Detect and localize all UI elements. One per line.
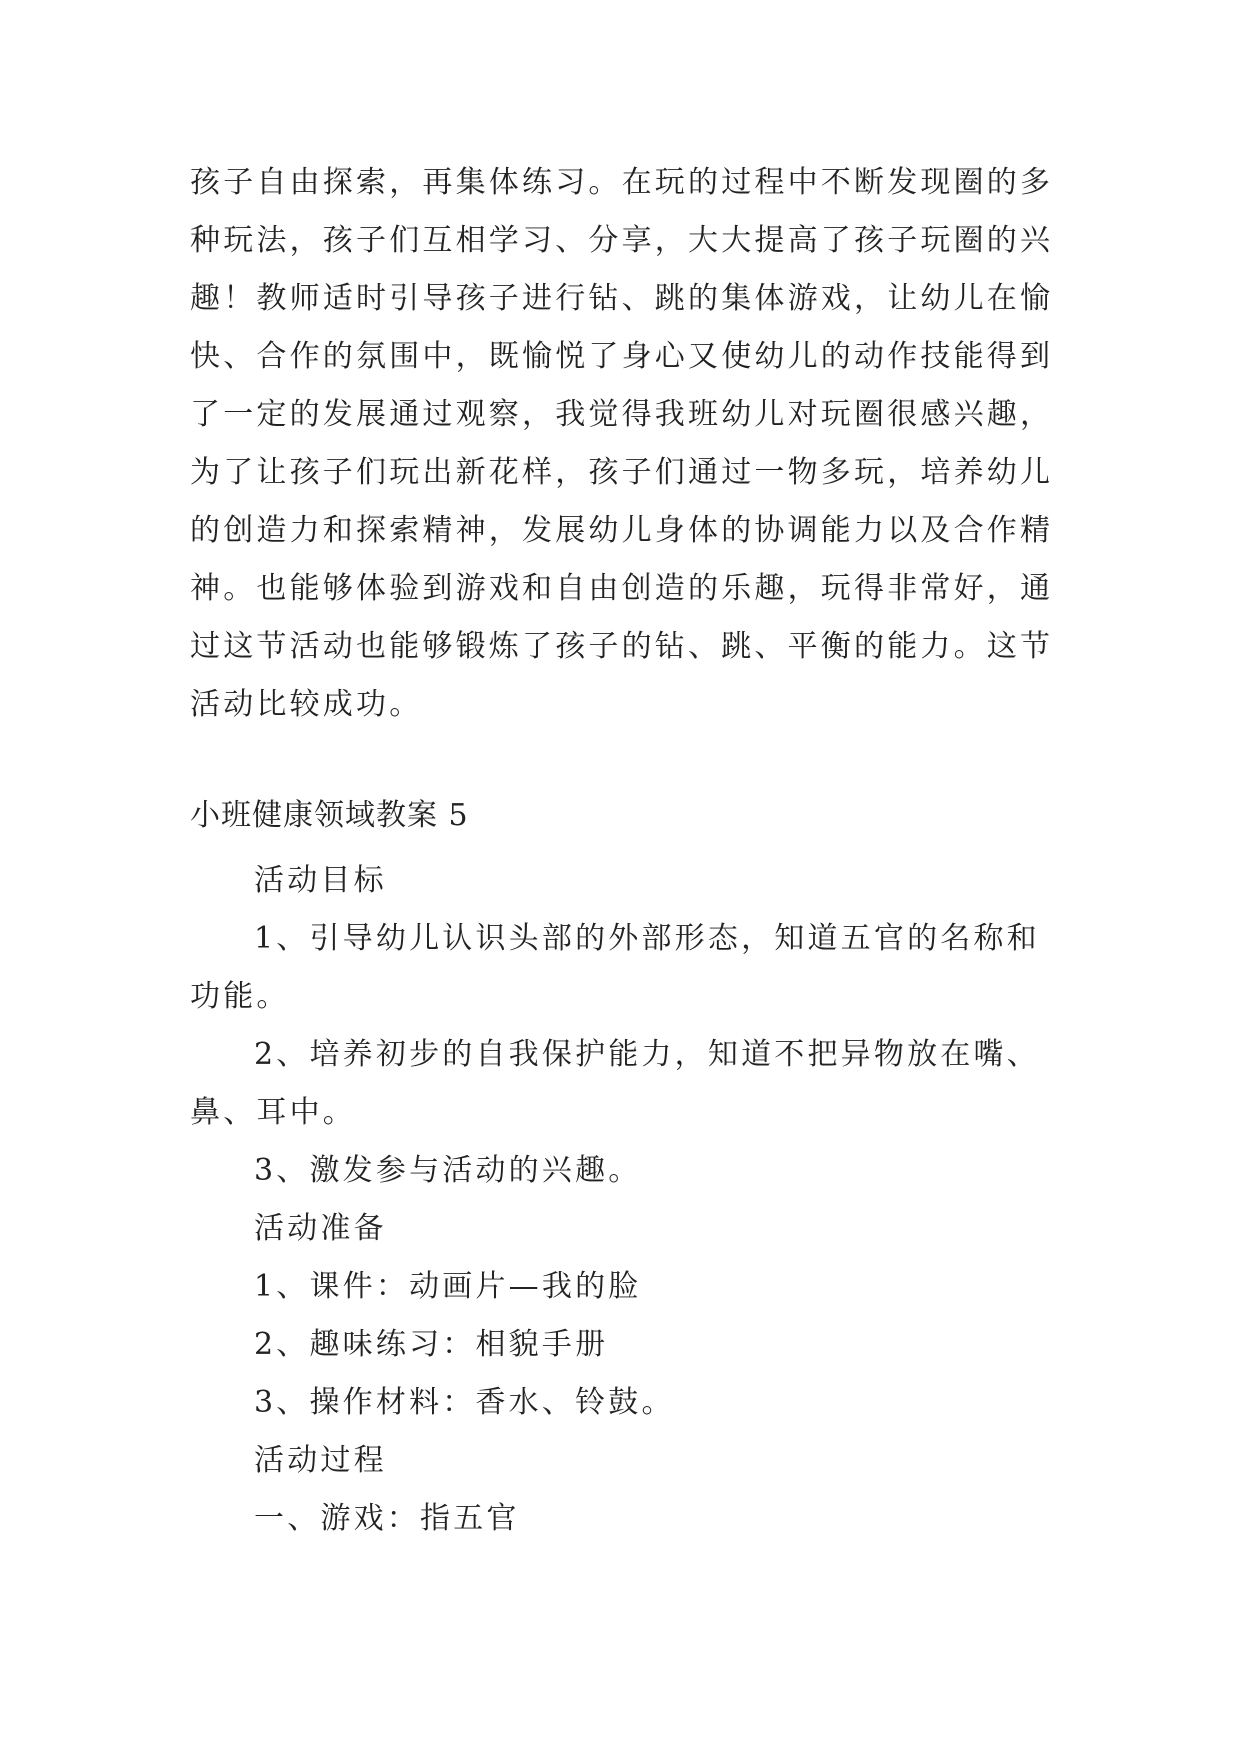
paragraph-line: 孩子自由探索，再集体练习。在玩的过程中不断发现圈的多 [190,165,1054,200]
paragraph-line: 活动比较成功。 [190,687,423,722]
prep-heading: 活动准备 [254,1211,387,1246]
goal-item-continuation: 鼻、耳中。 [190,1095,356,1130]
goal-item-continuation: 功能。 [190,979,290,1014]
paragraph-line: 了一定的发展通过观察，我觉得我班幼儿对玩圈很感兴趣， [190,397,1054,432]
prep-item: 1、课件：动画片—我的脸 [254,1269,642,1304]
paragraph-line: 神。也能够体验到游戏和自由创造的乐趣，玩得非常好，通 [190,571,1054,606]
lesson-outline [190,852,1050,1548]
prep-item: 2、趣味练习：相貌手册 [254,1327,609,1362]
paragraph-line: 快、合作的氛围中，既愉悦了身心又使幼儿的动作技能得到 [190,339,1054,374]
process-heading: 活动过程 [254,1443,387,1478]
goal-item: 1、引导幼儿认识头部的外部形态，知道五官的名称和 [254,921,1040,956]
process-item: 一、游戏：指五官 [254,1501,520,1536]
paragraph-line: 的创造力和探索精神，发展幼儿身体的协调能力以及合作精 [190,513,1054,548]
paragraph-line: 过这节活动也能够锻炼了孩子的钻、跳、平衡的能力。这节 [190,629,1054,664]
goal-item: 2、培养初步的自我保护能力，知道不把异物放在嘴、 [254,1037,1040,1072]
paragraph-line: 为了让孩子们玩出新花样，孩子们通过一物多玩，培养幼儿 [190,455,1054,490]
intro-paragraph [190,154,1054,734]
paragraph-line: 趣！教师适时引导孩子进行钻、跳的集体游戏，让幼儿在愉 [190,281,1054,316]
goal-item: 3、激发参与活动的兴趣。 [254,1153,642,1188]
section-title: 小班健康领域教案 5 [190,798,469,833]
goals-heading: 活动目标 [254,863,387,898]
prep-item: 3、操作材料：香水、铃鼓。 [254,1385,675,1420]
paragraph-line: 种玩法，孩子们互相学习、分享，大大提高了孩子玩圈的兴 [190,223,1054,258]
